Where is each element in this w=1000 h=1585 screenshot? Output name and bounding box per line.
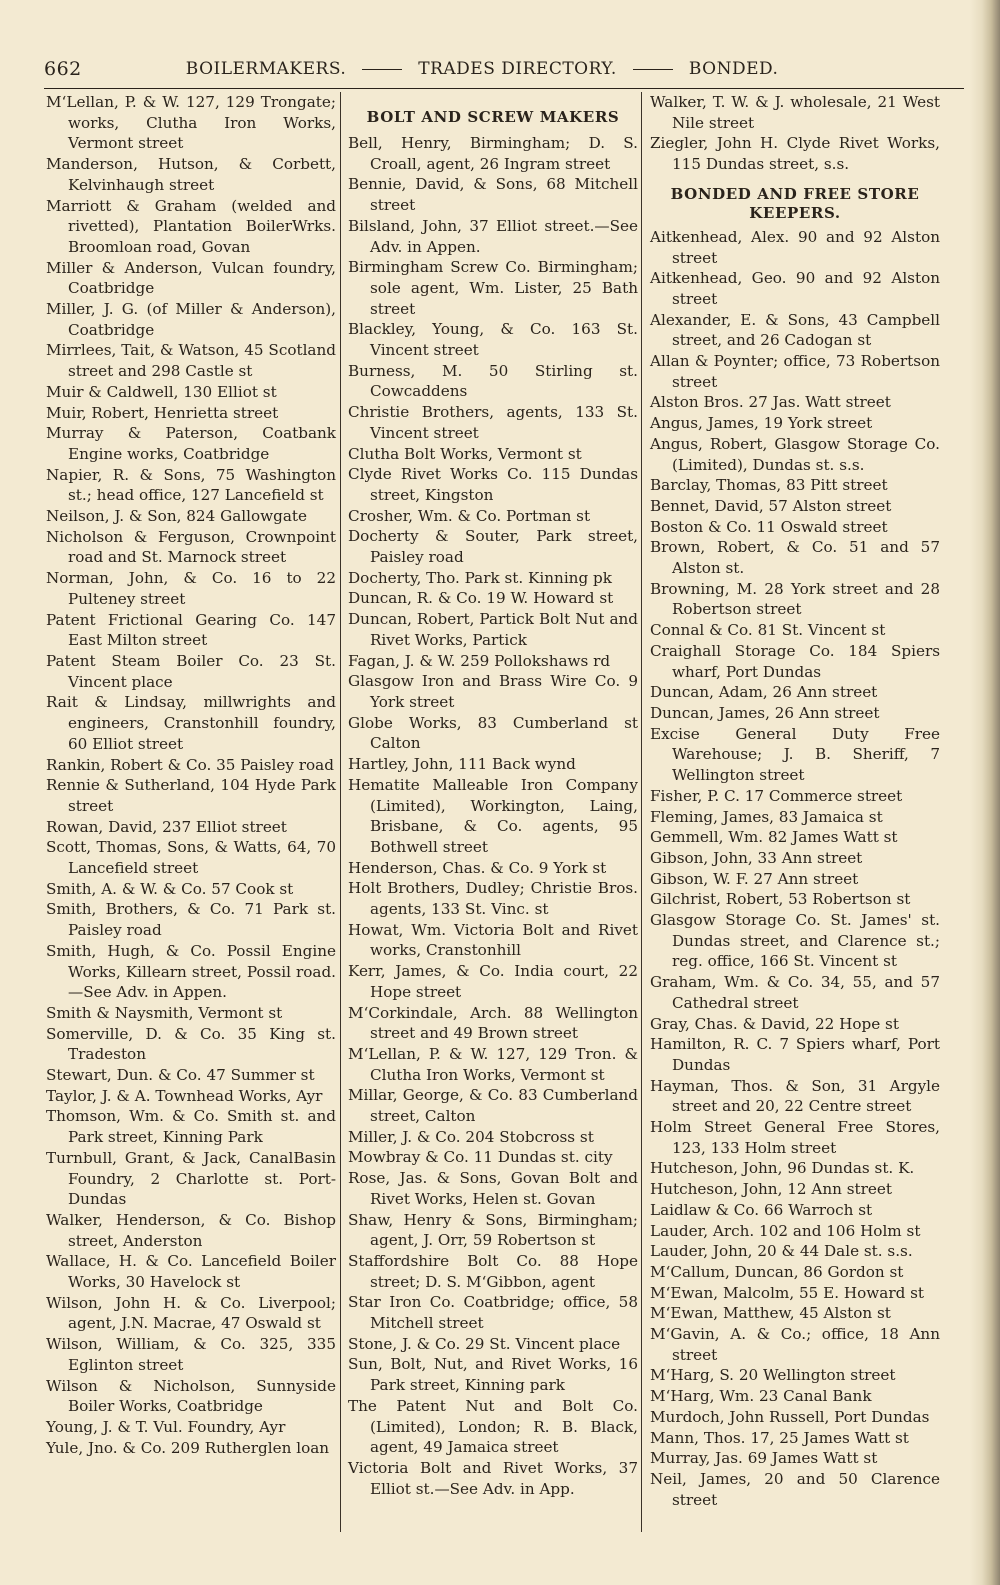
directory-entry: Staffordshire Bolt Co. 88 Hope street; D. S. M‘Gibbon, agent xyxy=(348,1251,638,1291)
directory-entry: Nicholson & Ferguson, Crownpoint road and St. Marnock street xyxy=(46,527,336,567)
directory-entry: Docherty & Souter, Park street, Paisley road xyxy=(348,527,638,567)
directory-entry: Bennet, David, 57 Alston street xyxy=(650,496,892,515)
directory-entry: Aitkenhead, Alex. 90 and 92 Alston street xyxy=(650,227,940,267)
directory-entry: Neilson, J. & Son, 824 Gallowgate xyxy=(46,507,307,526)
directory-entry: Napier, R. & Sons, 75 Washington st.; head office, 127 Lancefield st xyxy=(46,465,336,505)
directory-entry: Gray, Chas. & David, 22 Hope st xyxy=(650,1014,899,1033)
directory-entry: M‘Gavin, A. & Co.; office, 18 Ann street xyxy=(650,1325,940,1364)
directory-entry: M‘Ewan, Matthew, 45 Alston st xyxy=(650,1304,891,1323)
directory-entry: Manderson, Hutson, & Corbett, Kelvinhaugh street xyxy=(46,155,336,194)
directory-entry: Glasgow Storage Co. St. James' st. Dundas street, and Clarence st.; reg. office, 166 St. Vincent st xyxy=(650,911,940,971)
section-heading: BONDED AND FREE STORE KEEPERS. xyxy=(670,184,920,222)
directory-entry: Connal & Co. 81 St. Vincent st xyxy=(650,621,886,640)
directory-entry: Clutha Bolt Works, Vermont st xyxy=(348,444,582,463)
directory-entry: Gemmell, Wm. 82 James Watt st xyxy=(650,828,898,847)
directory-entry: M‘Ewan, Malcolm, 55 E. Howard st xyxy=(650,1283,925,1302)
directory-entry: Hutcheson, John, 12 Ann street xyxy=(650,1180,892,1199)
header-rule xyxy=(44,88,964,89)
directory-entry: Burness, M. 50 Stirling st. Cowcaddens xyxy=(348,361,638,401)
directory-entry: Taylor, J. & A. Townhead Works, Ayr xyxy=(46,1086,323,1105)
directory-entry: Duncan, Adam, 26 Ann street xyxy=(650,683,878,702)
directory-entry: Bilsland, John, 37 Elliot street.—See Adv. in Appen. xyxy=(348,216,638,256)
directory-entry: Boston & Co. 11 Oswald street xyxy=(650,517,888,536)
directory-entry: M‘Lellan, P. & W. 127, 129 Tron. & Clutha Iron Works, Vermont st xyxy=(348,1044,638,1084)
directory-entry: M‘Harg, Wm. 23 Canal Bank xyxy=(650,1387,872,1406)
directory-column-3 xyxy=(650,92,940,1510)
directory-entry: Lauder, Arch. 102 and 106 Holm st xyxy=(650,1221,921,1240)
directory-entry: Brown, Robert, & Co. 51 and 57 Alston st. xyxy=(650,538,940,578)
directory-entry: Kerr, James, & Co. India court, 22 Hope street xyxy=(348,962,638,1001)
directory-entry: Patent Frictional Gearing Co. 147 East Milton street xyxy=(46,610,336,650)
directory-entry: Rait & Lindsay, millwrights and engineers, Cranstonhill foundry, 60 Elliot street xyxy=(46,693,336,753)
directory-entry: Sun, Bolt, Nut, and Rivet Works, 16 Park street, Kinning park xyxy=(348,1355,638,1395)
directory-entry: Smith, A. & W. & Co. 57 Cook st xyxy=(46,879,294,898)
directory-entry: Henderson, Chas. & Co. 9 York st xyxy=(348,858,607,877)
directory-entry: Hayman, Thos. & Son, 31 Argyle street and 20, 22 Centre street xyxy=(650,1076,940,1116)
header-dash xyxy=(362,69,402,70)
directory-entry: Walker, T. W. & J. wholesale, 21 West Nile street xyxy=(650,93,940,132)
directory-entry: Howat, Wm. Victoria Bolt and Rivet works, Cranstonhill xyxy=(348,920,638,960)
directory-entry: M‘Callum, Duncan, 86 Gordon st xyxy=(650,1262,904,1281)
directory-entry: Alston Bros. 27 Jas. Watt street xyxy=(650,393,891,412)
directory-entry: Hutcheson, John, 96 Dundas st. K. xyxy=(650,1159,915,1178)
directory-entry: Duncan, R. & Co. 19 W. Howard st xyxy=(348,589,614,608)
directory-entry: Mirrlees, Tait, & Watson, 45 Scotland street and 298 Castle st xyxy=(46,341,336,381)
directory-entry: Holt Brothers, Dudley; Christie Bros. agents, 133 St. Vinc. st xyxy=(348,879,638,919)
directory-entry: M‘Corkindale, Arch. 88 Wellington street and 49 Brown street xyxy=(348,1003,638,1043)
directory-entry: Browning, M. 28 York street and 28 Robertson street xyxy=(650,579,940,619)
directory-entry: Star Iron Co. Coatbridge; office, 58 Mitchell street xyxy=(348,1293,638,1333)
directory-entry: Mowbray & Co. 11 Dundas st. city xyxy=(348,1148,613,1167)
directory-entry: Duncan, James, 26 Ann street xyxy=(650,703,880,722)
directory-entry: Wallace, H. & Co. Lancefield Boiler Works, 30 Havelock st xyxy=(46,1252,336,1292)
directory-entry: Crosher, Wm. & Co. Portman st xyxy=(348,506,591,525)
directory-entry: Shaw, Henry & Sons, Birmingham; agent, J. Orr, 59 Robertson st xyxy=(348,1210,638,1250)
directory-entry: Marriott & Graham (welded and rivetted), Plantation BoilerWrks. Broomloan road, Govan xyxy=(46,196,336,256)
page-edge-shadow xyxy=(970,0,1000,1585)
directory-entry: Excise General Duty Free Warehouse; J. B. Sheriff, 7 Wellington street xyxy=(650,724,940,785)
directory-entry: Angus, James, 19 York street xyxy=(650,414,873,433)
directory-entry: Gibson, W. F. 27 Ann street xyxy=(650,869,859,888)
directory-entry: Gilchrist, Robert, 53 Robertson st xyxy=(650,890,911,909)
directory-entry: Docherty, Tho. Park st. Kinning pk xyxy=(348,568,612,587)
directory-entry: Wilson, William, & Co. 325, 335 Eglinton street xyxy=(46,1335,336,1374)
directory-entry: Young, J. & T. Vul. Foundry, Ayr xyxy=(46,1418,286,1436)
directory-entry: Somerville, D. & Co. 35 King st. Tradeston xyxy=(46,1024,336,1064)
directory-entry: Hartley, John, 111 Back wynd xyxy=(348,755,576,774)
directory-entry: Hematite Malleable Iron Company (Limited), Workington, Laing, Brisbane, & Co. agents, 95 Bothwell street xyxy=(348,775,638,856)
directory-entry: Birmingham Screw Co. Birmingham; sole agent, Wm. Lister, 25 Bath street xyxy=(348,258,638,318)
directory-entry: The Patent Nut and Bolt Co. (Limited), London; R. B. Black, agent, 49 Jamaica street xyxy=(348,1396,638,1457)
directory-entry: Neil, James, 20 and 50 Clarence street xyxy=(650,1470,940,1509)
directory-entry: Miller, J. G. (of Miller & Anderson), Coatbridge xyxy=(46,300,336,339)
page-number: 662 xyxy=(44,58,82,80)
directory-entry: Miller & Anderson, Vulcan foundry, Coatbridge xyxy=(46,258,336,298)
directory-entry: Murray, Jas. 69 James Watt st xyxy=(650,1449,878,1468)
directory-entry: Millar, George, & Co. 83 Cumberland street, Calton xyxy=(348,1086,638,1126)
directory-entry: Scott, Thomas, Sons, & Watts, 64, 70 Lancefield street xyxy=(46,838,336,878)
directory-entry: M‘Lellan, P. & W. 127, 129 Trongate; works, Clutha Iron Works, Vermont street xyxy=(46,93,336,153)
directory-entry: Stewart, Dun. & Co. 47 Summer st xyxy=(46,1066,315,1085)
directory-entry: Christie Brothers, agents, 133 St. Vincent street xyxy=(348,403,638,442)
directory-entry: Duncan, Robert, Partick Bolt Nut and Rivet Works, Partick xyxy=(348,610,638,649)
directory-entry: Smith & Naysmith, Vermont st xyxy=(46,1003,283,1022)
header-title: TRADES DIRECTORY. xyxy=(418,59,617,79)
header-dash xyxy=(633,69,673,70)
directory-entry: Smith, Brothers, & Co. 71 Park st. Paisley road xyxy=(46,900,336,940)
directory-entry: Holm Street General Free Stores, 123, 133 Holm street xyxy=(650,1118,940,1157)
header-left-keyword: BOILERMAKERS. xyxy=(185,59,347,79)
directory-entry: Rowan, David, 237 Elliot street xyxy=(46,817,287,836)
directory-entry: Muir, Robert, Henrietta street xyxy=(46,403,279,422)
directory-entry: Rankin, Robert & Co. 35 Paisley road xyxy=(46,755,334,774)
directory-entry: Allan & Poynter; office, 73 Robertson street xyxy=(650,352,940,391)
directory-entry: Clyde Rivet Works Co. 115 Dundas street, Kingston xyxy=(348,465,638,504)
page-header xyxy=(44,58,944,80)
directory-column-1 xyxy=(46,92,336,1458)
directory-entry: Yule, Jno. & Co. 209 Rutherglen loan xyxy=(46,1438,330,1457)
directory-entry: Walker, Henderson, & Co. Bishop street, Anderston xyxy=(46,1210,336,1250)
directory-entry: Bell, Henry, Birmingham; D. S. Croall, agent, 26 Ingram street xyxy=(348,134,638,173)
directory-entry: Thomson, Wm. & Co. Smith st. and Park street, Kinning Park xyxy=(46,1107,336,1147)
directory-entry: Patent Steam Boiler Co. 23 St. Vincent place xyxy=(46,651,336,691)
directory-entry: Rennie & Sutherland, 104 Hyde Park street xyxy=(46,776,336,815)
directory-entry: Bennie, David, & Sons, 68 Mitchell street xyxy=(348,175,638,215)
directory-entry: Alexander, E. & Sons, 43 Campbell street, and 26 Cadogan st xyxy=(650,310,940,350)
directory-entry: Graham, Wm. & Co. 34, 55, and 57 Cathedral street xyxy=(650,973,940,1012)
section-heading: BOLT AND SCREW MAKERS xyxy=(366,108,620,126)
directory-entry: Barclay, Thomas, 83 Pitt street xyxy=(650,476,888,495)
directory-entry: Angus, Robert, Glasgow Storage Co. (Limited), Dundas st. s.s. xyxy=(650,434,940,474)
directory-entry: Victoria Bolt and Rivet Works, 37 Elliot st.—See Adv. in App. xyxy=(348,1459,638,1498)
directory-entry: Fagan, J. & W. 259 Pollokshaws rd xyxy=(348,651,611,670)
directory-entry: Hamilton, R. C. 7 Spiers wharf, Port Dundas xyxy=(650,1035,940,1074)
column-divider xyxy=(340,92,341,1532)
directory-entry: Miller, J. & Co. 204 Stobcross st xyxy=(348,1127,594,1146)
directory-entry: Norman, John, & Co. 16 to 22 Pulteney street xyxy=(46,569,336,608)
directory-entry: Globe Works, 83 Cumberland st Calton xyxy=(348,713,638,753)
directory-entry: Ziegler, John H. Clyde Rivet Works, 115 Dundas street, s.s. xyxy=(650,134,940,174)
directory-column-2 xyxy=(348,92,638,1499)
directory-entry: M‘Harg, S. 20 Wellington street xyxy=(650,1366,896,1385)
directory-entry: Rose, Jas. & Sons, Govan Bolt and Rivet Works, Helen st. Govan xyxy=(348,1169,638,1208)
header-right-keyword: BONDED. xyxy=(688,59,779,79)
directory-entry: Fisher, P. C. 17 Commerce street xyxy=(650,786,903,805)
directory-entry: Stone, J. & Co. 29 St. Vincent place xyxy=(348,1334,621,1353)
directory-entry: Lauder, John, 20 & 44 Dale st. s.s. xyxy=(650,1242,913,1261)
column-divider xyxy=(641,92,642,1532)
directory-entry: Craighall Storage Co. 184 Spiers wharf, Port Dundas xyxy=(650,641,940,681)
directory-entry: Laidlaw & Co. 66 Warroch st xyxy=(650,1200,873,1219)
directory-entry: Glasgow Iron and Brass Wire Co. 9 York street xyxy=(348,672,638,711)
directory-entry: Murray & Paterson, Coatbank Engine works, Coatbridge xyxy=(46,424,336,463)
directory-entry: Aitkenhead, Geo. 90 and 92 Alston street xyxy=(650,269,940,308)
directory-entry: Smith, Hugh, & Co. Possil Engine Works, Killearn street, Possil road.—See Adv. in Appen. xyxy=(46,941,336,1002)
directory-entry: Gibson, John, 33 Ann street xyxy=(650,848,863,867)
directory-entry: Fleming, James, 83 Jamaica st xyxy=(650,807,883,826)
directory-entry: Turnbull, Grant, & Jack, CanalBasin Foundry, 2 Charlotte st. Port-Dundas xyxy=(46,1148,336,1209)
directory-entry: Blackley, Young, & Co. 163 St. Vincent street xyxy=(348,320,638,360)
directory-entry: Murdoch, John Russell, Port Dundas xyxy=(650,1407,930,1426)
directory-entry: Muir & Caldwell, 130 Elliot st xyxy=(46,382,277,401)
directory-entry: Wilson, John H. & Co. Liverpool; agent, J.N. Macrae, 47 Oswald st xyxy=(46,1293,336,1333)
directory-entry: Mann, Thos. 17, 25 James Watt st xyxy=(650,1428,909,1447)
directory-entry: Wilson & Nicholson, Sunnyside Boiler Works, Coatbridge xyxy=(46,1376,336,1416)
